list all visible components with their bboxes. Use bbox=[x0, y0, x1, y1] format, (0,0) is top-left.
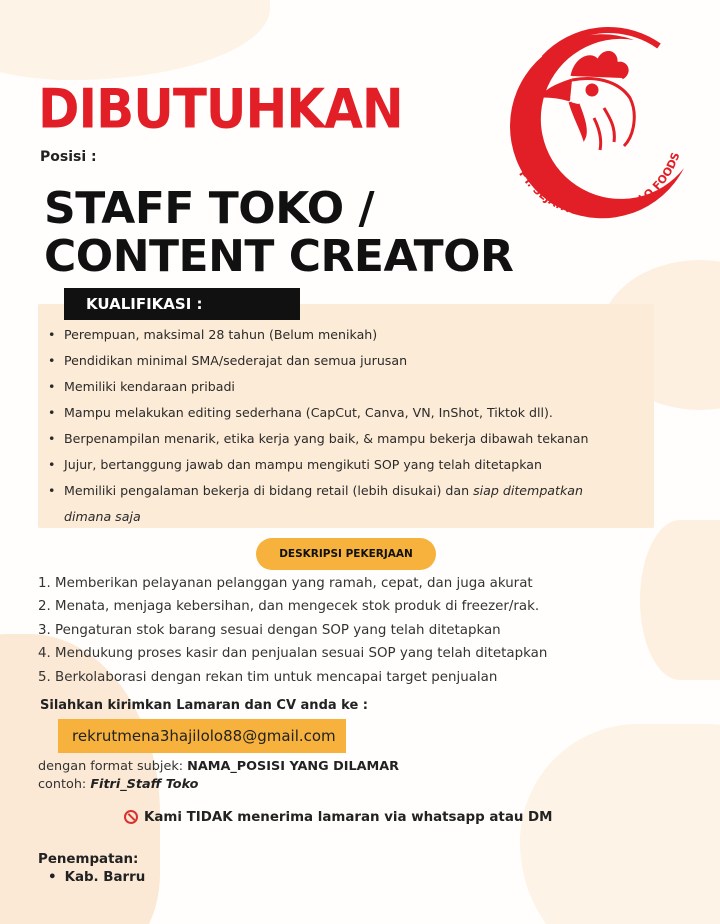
placement-item: • Kab. Barru bbox=[48, 870, 145, 885]
job-title bbox=[44, 185, 513, 281]
notice-text: Kami TIDAK menerima lamaran via whatsapp atau DM bbox=[144, 810, 553, 825]
job-description-header: DESKRIPSI PEKERJAAN bbox=[256, 538, 436, 570]
list-item: • Berpenampilan menarik, etika kerja yang baik, & mampu bekerja dibawah tekanan bbox=[48, 426, 658, 452]
list-item: • Mampu melakukan editing sederhana (CapCut, Canva, VN, InShot, Tiktok dll). bbox=[48, 400, 658, 426]
notice bbox=[124, 810, 553, 825]
qualification-list bbox=[48, 322, 658, 530]
job-title-line2: CONTENT CREATOR bbox=[44, 231, 514, 282]
posisi-label: Posisi : bbox=[40, 149, 97, 165]
list-item bbox=[48, 478, 658, 530]
list-item: 4. Mendukung proses kasir dan penjualan sesuai SOP yang telah ditetapkan bbox=[38, 646, 548, 662]
email-address[interactable]: rekrutmena3hajilolo88@gmail.com bbox=[72, 727, 336, 745]
list-item-italic: siap ditempatkan bbox=[473, 483, 583, 498]
list-item-text: Memiliki pengalaman bekerja di bidang retail (lebih disukai) dan bbox=[64, 483, 474, 498]
list-item: • Pendidikan minimal SMA/sederajat dan semua jurusan bbox=[48, 348, 658, 374]
list-item: • Perempuan, maksimal 28 tahun (Belum menikah) bbox=[48, 322, 658, 348]
placement-label: Penempatan: bbox=[38, 852, 139, 867]
list-item-italic-cont: dimana saja bbox=[64, 509, 141, 524]
no-entry-icon bbox=[124, 810, 138, 824]
list-item: 3. Pengaturan stok barang sesuai dengan SOP yang telah ditetapkan bbox=[38, 622, 501, 638]
poster-title: DIBUTUHKAN bbox=[38, 77, 403, 141]
decor-blob bbox=[0, 0, 270, 80]
example-value: Fitri_Staff Toko bbox=[90, 777, 199, 792]
company-logo bbox=[484, 18, 694, 228]
example-prefix: contoh: bbox=[38, 777, 91, 792]
job-description-list bbox=[38, 572, 547, 689]
logo-company-text: PT. SEJAHTERA HAJI LOLO FOODS bbox=[516, 150, 683, 220]
apply-instruction: Silahkan kirimkan Lamaran dan CV anda ke : bbox=[40, 698, 369, 713]
list-item: • Memiliki kendaraan pribadi bbox=[48, 374, 658, 400]
list-item: • Jujur, bertanggung jawab dan mampu mengikuti SOP yang telah ditetapkan bbox=[48, 452, 658, 478]
format-prefix: dengan format subjek: bbox=[38, 759, 188, 774]
format-value: NAMA_POSISI YANG DILAMAR bbox=[187, 759, 400, 774]
list-item: 5. Berkolaborasi dengan rekan tim untuk mencapai target penjualan bbox=[38, 669, 498, 685]
decor-blob bbox=[640, 520, 720, 680]
subject-format bbox=[38, 758, 399, 794]
list-item: 1. Memberikan pelayanan pelanggan yang ramah, cepat, dan juga akurat bbox=[38, 576, 533, 591]
list-item: 2. Menata, menjaga kebersihan, dan mengecek stok produk di freezer/rak. bbox=[38, 599, 540, 615]
qualification-header: KUALIFIKASI : bbox=[64, 288, 300, 320]
job-title-line1: STAFF TOKO / bbox=[44, 183, 375, 234]
